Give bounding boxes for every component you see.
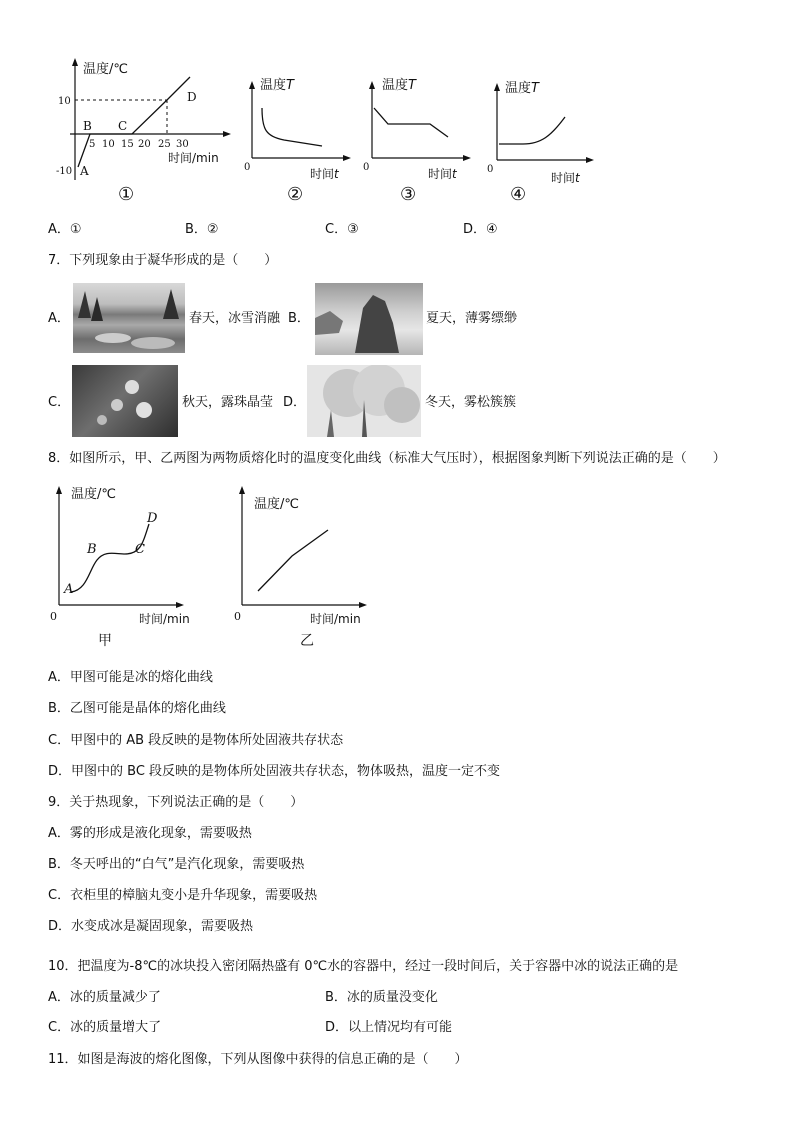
g4-xvar: t [575, 171, 580, 185]
q11-stem: 11．如图是海波的熔化图像，下列从图像中获得的信息正确的是（ ） [48, 1052, 468, 1067]
g3-origin: 0 [363, 162, 370, 173]
q9-option-b[interactable]: B．冬天呼出的“白气”是汽化现象，需要吸热 [48, 857, 305, 872]
spring-snow-melting-photo [73, 283, 185, 353]
q7-option-a-letter[interactable]: A． [48, 311, 70, 326]
g2-ylabel: 温度 [260, 78, 287, 93]
q9-option-d[interactable]: D．水变成冰是凝固现象，需要吸热 [48, 919, 254, 934]
g1-point-a: A [80, 164, 89, 178]
yi-ylabel: 温度/℃ [254, 497, 299, 512]
jia-point-b: B [87, 542, 97, 557]
q8-option-c[interactable]: C．甲图中的 AB 段反映的是物体所处固液共存状态 [48, 733, 344, 748]
jia-origin: 0 [50, 610, 57, 623]
g1-point-b: B [83, 119, 92, 133]
q6-option-b[interactable]: B．② [185, 222, 219, 237]
q10-option-d[interactable]: D．以上情况均有可能 [325, 1020, 453, 1035]
q9-option-c[interactable]: C．衣柜里的樟脑丸变小是升华现象，需要吸热 [48, 888, 318, 903]
q10-option-c[interactable]: C．冰的质量增大了 [48, 1020, 162, 1035]
jia-point-a: A [64, 582, 74, 597]
q10-option-b[interactable]: B．冰的质量没变化 [325, 990, 438, 1005]
graph-2 [240, 70, 355, 185]
g1-point-c: C [118, 119, 128, 133]
graph-jia [45, 480, 210, 630]
g1-y10: 10 [58, 96, 71, 107]
q7-option-d-text[interactable]: 冬天，雾松簇簇 [425, 395, 517, 410]
g1-xtick: 5 [89, 139, 96, 150]
q8-stem: 8．如图所示，甲、乙两图为两物质熔化时的温度变化曲线（标准大气压时），根据图象判断下列说法正确的是（ ） [48, 451, 726, 466]
jia-point-d: D [147, 511, 158, 526]
svg-text:温度T [382, 77, 417, 93]
g1-xtick: 15 [121, 139, 134, 150]
g2-xvar: t [334, 167, 339, 181]
q8-option-a[interactable]: A．甲图可能是冰的熔化曲线 [48, 670, 213, 685]
graph-yi [228, 480, 393, 630]
svg-text:时间t [428, 166, 458, 181]
g3-yvar: T [408, 78, 416, 93]
g1-yneg10: -10 [56, 166, 73, 177]
g3-xlabel: 时间 [428, 167, 453, 181]
graph-3 [360, 70, 475, 185]
svg-text:温度T [260, 77, 295, 93]
g1-xtick: 10 [102, 139, 115, 150]
g3-xvar: t [452, 167, 457, 181]
q6-option-a[interactable]: A．① [48, 222, 82, 237]
jia-name: 甲 [98, 633, 112, 649]
q6-option-d[interactable]: D．④ [463, 222, 498, 237]
graph-1-melting-curve [50, 55, 235, 185]
winter-rime-photo [307, 365, 421, 437]
q8-option-d[interactable]: D．甲图中的 BC 段反映的是物体所处固液共存状态，物体吸热，温度一定不变 [48, 764, 501, 779]
svg-text:温度T [505, 80, 540, 96]
graph-4 [483, 72, 598, 187]
g1-xlabel: 时间/min [168, 151, 219, 165]
q8-option-b[interactable]: B．乙图可能是晶体的熔化曲线 [48, 701, 226, 716]
q6-option-c[interactable]: C．③ [325, 222, 359, 237]
g1-xtick: 25 [158, 139, 171, 150]
q10-stem: 10．把温度为-8℃的冰块投入密闭隔热盛有 0℃水的容器中，经过一段时间后，关于容器中冰的说法正确的是 [48, 959, 679, 974]
g4-xlabel: 时间 [551, 171, 576, 185]
q7-stem: 7．下列现象由于凝华形成的是（ ） [48, 253, 278, 268]
svg-text:时间t [551, 170, 581, 185]
g1-point-d: D [187, 90, 197, 104]
g1-ylabel: 温度/℃ [83, 62, 128, 77]
q7-option-a-text[interactable]: 春天，冰雪消融 [189, 311, 281, 326]
g4-number: ④ [510, 184, 527, 205]
yi-xlabel: 时间/min [310, 612, 361, 626]
yi-name: 乙 [300, 633, 314, 649]
q7-option-d-letter[interactable]: D． [283, 395, 307, 410]
q9-stem: 9．关于热现象，下列说法正确的是（ ） [48, 795, 304, 810]
g2-number: ② [287, 184, 304, 205]
q7-option-c-letter[interactable]: C． [48, 395, 71, 410]
g3-number: ③ [400, 184, 417, 205]
q7-option-c-text[interactable]: 秋天，露珠晶莹 [182, 395, 274, 410]
jia-ylabel: 温度/℃ [71, 487, 116, 502]
jia-xlabel: 时间/min [139, 612, 190, 626]
yi-origin: 0 [234, 610, 241, 623]
g4-origin: 0 [487, 164, 494, 175]
g2-yvar: T [286, 78, 294, 93]
g3-ylabel: 温度 [382, 78, 409, 93]
q10-option-a[interactable]: A．冰的质量减少了 [48, 990, 161, 1005]
summer-mist-photo [315, 283, 423, 355]
g1-xtick: 30 [176, 139, 189, 150]
autumn-dew-photo [72, 365, 178, 437]
g2-xlabel: 时间 [310, 167, 335, 181]
g1-xtick: 20 [138, 139, 151, 150]
svg-text:时间t [310, 166, 340, 181]
jia-point-c: C [135, 542, 145, 557]
g2-origin: 0 [244, 162, 251, 173]
g4-ylabel: 温度 [505, 81, 532, 96]
g4-yvar: T [531, 81, 539, 96]
q9-option-a[interactable]: A．雾的形成是液化现象，需要吸热 [48, 826, 252, 841]
g1-number: ① [118, 184, 135, 205]
q7-option-b-letter[interactable]: B． [288, 311, 310, 326]
q7-option-b-text[interactable]: 夏天，薄雾缥缈 [426, 311, 518, 326]
